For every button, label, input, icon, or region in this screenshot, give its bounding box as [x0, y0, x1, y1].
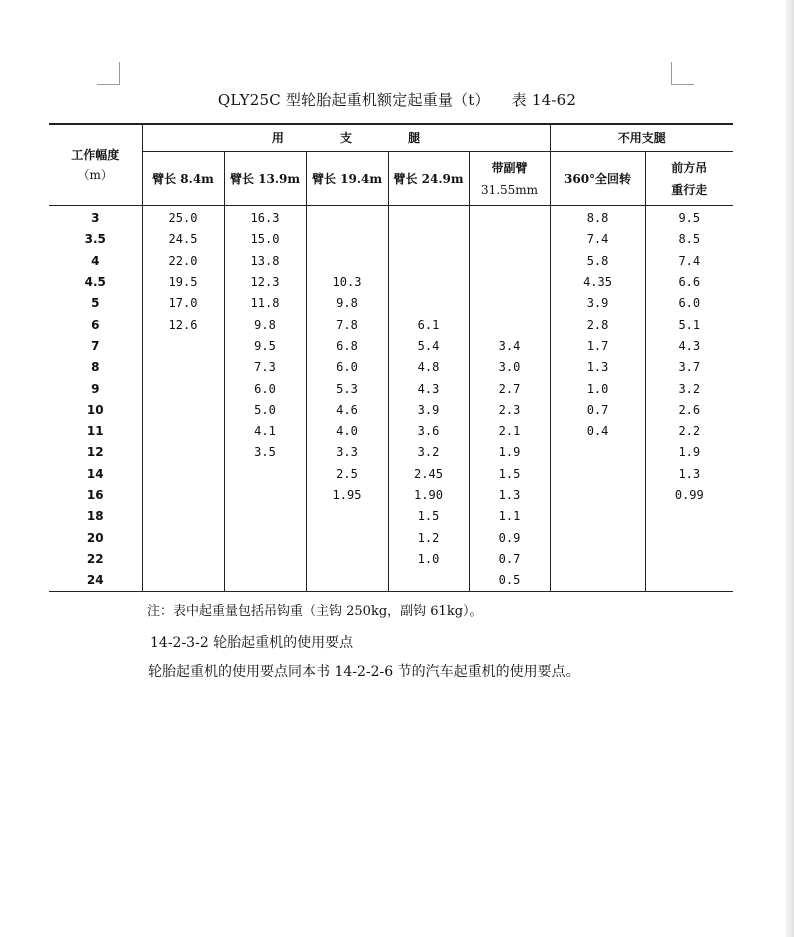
capacity-cell: 15.0 — [224, 229, 306, 250]
capacity-cell — [550, 570, 645, 592]
capacity-cell: 8.8 — [550, 206, 645, 230]
capacity-cell: 4.0 — [306, 421, 388, 442]
capacity-cell — [224, 506, 306, 527]
capacity-cell: 6.0 — [645, 293, 733, 314]
row-radius-cell: 6 — [91, 317, 100, 332]
capacity-cell: 6.0 — [306, 357, 388, 378]
capacity-cell — [469, 229, 550, 250]
capacity-cell: 1.95 — [306, 485, 388, 506]
table-row — [49, 251, 733, 272]
capacity-cell — [142, 400, 224, 421]
capacity-cell: 9.8 — [224, 314, 306, 335]
header-with-jib: 带副臂 31.55mm — [469, 152, 550, 206]
row-radius-cell: 11 — [86, 424, 104, 439]
capacity-cell — [388, 293, 469, 314]
row-radius-cell: 16 — [86, 488, 104, 502]
capacity-cell: 3.7 — [645, 357, 733, 378]
page-edge — [786, 0, 794, 937]
capacity-cell — [224, 570, 306, 592]
capacity-cell — [306, 549, 388, 570]
capacity-cell: 4.6 — [306, 400, 388, 421]
capacity-cell: 3.3 — [306, 442, 388, 463]
capacity-cell — [142, 464, 224, 485]
header-radius-label: 工作幅度 — [71, 148, 120, 162]
capacity-cell — [142, 378, 224, 399]
capacity-cell: 1.0 — [550, 378, 645, 399]
capacity-cell — [306, 570, 388, 592]
capacity-cell: 3.9 — [550, 293, 645, 314]
table-row — [49, 485, 733, 506]
capacity-cell — [142, 485, 224, 506]
capacity-cell: 16.3 — [224, 206, 306, 230]
row-radius-cell: 18 — [86, 509, 104, 524]
capacity-cell: 5.3 — [306, 378, 388, 399]
capacity-cell: 5.4 — [388, 336, 469, 357]
capacity-cell: 12.3 — [224, 272, 306, 293]
capacity-cell — [550, 485, 645, 506]
capacity-cell: 4.3 — [388, 378, 469, 399]
capacity-cell: 3.9 — [388, 400, 469, 421]
capacity-cell — [306, 229, 388, 250]
capacity-cell: 12.6 — [142, 314, 224, 335]
capacity-cell — [645, 527, 733, 548]
capacity-cell — [469, 206, 550, 230]
capacity-cell: 7.8 — [306, 314, 388, 335]
row-radius-cell: 3.5 — [84, 232, 106, 247]
capacity-cell: 24.5 — [142, 229, 224, 250]
table-row — [49, 229, 733, 250]
row-radius-cell: 24 — [49, 570, 142, 592]
table-note: 注：表中起重量包括吊钩重（主钩 250kg，副钩 61kg）。 — [147, 604, 483, 619]
capacity-cell — [388, 272, 469, 293]
capacity-cell: 5.1 — [645, 314, 733, 335]
capacity-cell — [550, 464, 645, 485]
row-radius-cell: 20 — [86, 530, 104, 545]
capacity-cell — [142, 421, 224, 442]
capacity-cell: 1.3 — [469, 485, 550, 506]
header-boom-19-4: 臂长 19.4m — [306, 152, 388, 206]
capacity-cell — [142, 357, 224, 378]
capacity-cell: 3.4 — [469, 336, 550, 357]
capacity-cell: 5.8 — [550, 251, 645, 272]
capacity-cell — [306, 251, 388, 272]
capacity-cell: 4.3 — [645, 336, 733, 357]
capacity-cell: 7.4 — [645, 251, 733, 272]
table-row — [49, 421, 733, 442]
capacity-cell — [306, 527, 388, 548]
table-row — [49, 293, 733, 314]
capacity-cell: 4.1 — [224, 421, 306, 442]
capacity-cell: 2.45 — [388, 464, 469, 485]
table-row — [49, 378, 733, 399]
capacity-cell: 3.5 — [224, 442, 306, 463]
capacity-cell: 6.8 — [306, 336, 388, 357]
capacity-cell: 5.0 — [224, 400, 306, 421]
capacity-cell: 4.35 — [550, 272, 645, 293]
table-row — [49, 527, 733, 548]
capacity-cell: 11.8 — [224, 293, 306, 314]
capacity-cell: 2.1 — [469, 421, 550, 442]
capacity-cell — [469, 314, 550, 335]
capacity-cell — [388, 251, 469, 272]
lifting-capacity-table — [49, 123, 733, 592]
capacity-cell — [469, 272, 550, 293]
header-boom-24-9: 臂长 24.9m — [388, 152, 469, 206]
capacity-cell: 25.0 — [142, 206, 224, 230]
capacity-cell — [224, 527, 306, 548]
table-number: 表 14-62 — [511, 91, 577, 109]
capacity-cell: 2.7 — [469, 378, 550, 399]
capacity-cell: 3.6 — [388, 421, 469, 442]
capacity-cell: 0.7 — [550, 400, 645, 421]
capacity-cell: 0.99 — [645, 485, 733, 506]
table-row — [49, 336, 733, 357]
capacity-cell: 1.3 — [550, 357, 645, 378]
capacity-cell: 1.7 — [550, 336, 645, 357]
capacity-cell: 1.9 — [645, 442, 733, 463]
capacity-cell: 1.1 — [469, 506, 550, 527]
table-row — [49, 206, 733, 230]
capacity-cell — [142, 527, 224, 548]
capacity-cell: 2.8 — [550, 314, 645, 335]
row-radius-cell: 22 — [86, 551, 104, 566]
capacity-cell — [550, 549, 645, 570]
capacity-cell: 1.3 — [645, 464, 733, 485]
capacity-cell — [469, 293, 550, 314]
capacity-cell: 0.9 — [469, 527, 550, 548]
table-row — [49, 442, 733, 463]
capacity-cell: 2.6 — [645, 400, 733, 421]
row-radius-cell: 10 — [86, 402, 104, 417]
table-row — [49, 357, 733, 378]
capacity-cell: 9.5 — [645, 206, 733, 230]
crop-mark-top-left — [97, 62, 120, 85]
capacity-cell — [550, 442, 645, 463]
capacity-cell: 4.8 — [388, 357, 469, 378]
capacity-cell: 0.5 — [469, 570, 550, 592]
capacity-cell — [224, 464, 306, 485]
header-without-outriggers: 不用支腿 — [550, 124, 733, 152]
capacity-cell — [142, 549, 224, 570]
row-radius-cell: 7 — [91, 338, 100, 353]
capacity-cell — [306, 506, 388, 527]
capacity-cell — [645, 570, 733, 592]
capacity-cell — [142, 506, 224, 527]
table-row — [49, 464, 733, 485]
row-radius-cell: 4.5 — [84, 275, 106, 290]
header-360-slew: 360°全回转 — [550, 152, 645, 206]
table-row — [49, 314, 733, 335]
capacity-cell: 0.4 — [550, 421, 645, 442]
capacity-cell: 22.0 — [142, 251, 224, 272]
header-boom-13-9: 臂长 13.9m — [224, 152, 306, 206]
capacity-cell: 6.1 — [388, 314, 469, 335]
capacity-cell: 3.0 — [469, 357, 550, 378]
capacity-cell — [550, 506, 645, 527]
capacity-cell — [142, 570, 224, 592]
capacity-cell: 6.0 — [224, 378, 306, 399]
table-row — [49, 506, 733, 527]
capacity-cell: 17.0 — [142, 293, 224, 314]
table-row — [49, 400, 733, 421]
section-heading: 14-2-3-2 轮胎起重机的使用要点 — [150, 635, 354, 651]
capacity-cell: 1.5 — [469, 464, 550, 485]
row-radius-cell: 9 — [91, 381, 100, 396]
table-caption — [0, 89, 794, 110]
row-radius-cell: 4 — [91, 253, 100, 268]
capacity-cell: 7.4 — [550, 229, 645, 250]
capacity-cell — [645, 549, 733, 570]
capacity-cell — [645, 506, 733, 527]
capacity-cell: 19.5 — [142, 272, 224, 293]
capacity-cell: 3.2 — [645, 378, 733, 399]
table-row — [49, 549, 733, 570]
capacity-cell: 1.5 — [388, 506, 469, 527]
header-working-radius — [49, 124, 142, 206]
table-row — [49, 272, 733, 293]
capacity-cell — [388, 570, 469, 592]
row-radius-cell: 5 — [91, 296, 100, 311]
row-radius-cell: 8 — [91, 360, 100, 375]
body-paragraph: 轮胎起重机的使用要点同本书 14-2-2-6 节的汽车起重机的使用要点。 — [148, 664, 580, 680]
capacity-cell: 0.7 — [469, 549, 550, 570]
capacity-cell: 1.2 — [388, 527, 469, 548]
table-row — [49, 570, 733, 592]
table-body — [49, 206, 733, 592]
capacity-cell: 9.5 — [224, 336, 306, 357]
capacity-cell: 9.8 — [306, 293, 388, 314]
row-radius-cell: 12 — [86, 445, 104, 460]
capacity-cell: 3.2 — [388, 442, 469, 463]
capacity-cell: 2.5 — [306, 464, 388, 485]
header-front-travel: 前方吊 重行走 — [645, 152, 733, 206]
capacity-cell: 6.6 — [645, 272, 733, 293]
capacity-cell — [224, 549, 306, 570]
capacity-cell — [224, 485, 306, 506]
row-radius-cell: 3 — [91, 211, 100, 226]
header-boom-8-4: 臂长 8.4m — [142, 152, 224, 206]
header-radius-unit: （m） — [77, 168, 113, 182]
capacity-cell: 2.2 — [645, 421, 733, 442]
capacity-cell: 1.90 — [388, 485, 469, 506]
capacity-cell — [388, 206, 469, 230]
header-with-outriggers: 用 支 腿 — [142, 124, 550, 152]
capacity-cell — [469, 251, 550, 272]
row-radius-cell: 14 — [86, 466, 104, 481]
capacity-cell: 2.3 — [469, 400, 550, 421]
capacity-cell: 7.3 — [224, 357, 306, 378]
capacity-cell — [306, 206, 388, 230]
crop-mark-top-right — [671, 62, 694, 85]
capacity-cell: 10.3 — [306, 272, 388, 293]
capacity-cell: 1.9 — [469, 442, 550, 463]
capacity-cell — [550, 527, 645, 548]
capacity-cell — [142, 442, 224, 463]
capacity-cell: 1.0 — [388, 549, 469, 570]
capacity-cell — [142, 336, 224, 357]
capacity-cell: 8.5 — [645, 229, 733, 250]
capacity-cell — [388, 229, 469, 250]
table-title: QLY25C 型轮胎起重机额定起重量（t） — [217, 91, 490, 109]
capacity-cell: 13.8 — [224, 251, 306, 272]
